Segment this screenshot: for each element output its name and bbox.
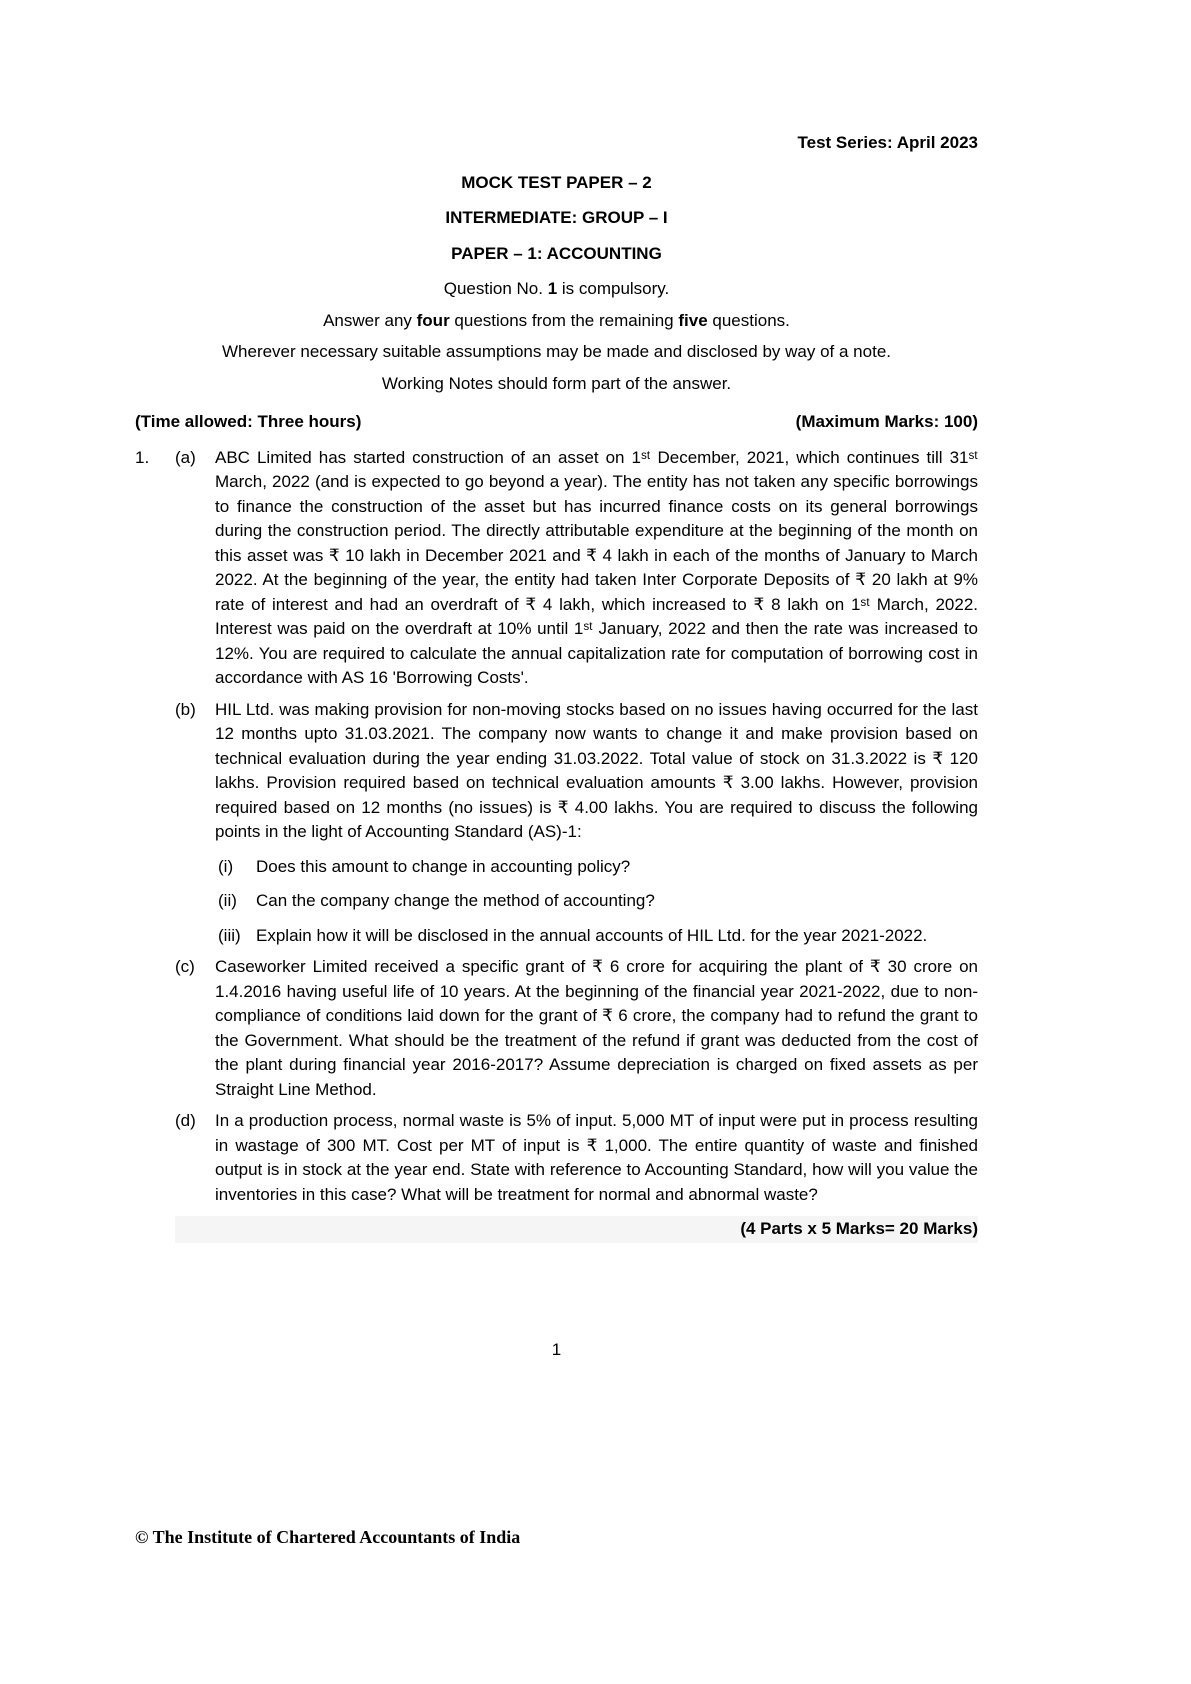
group-title: INTERMEDIATE: GROUP – I (445, 208, 668, 227)
question-number: 1. (135, 447, 150, 467)
text-segment: four (416, 310, 450, 330)
question-number-spacer (135, 1109, 175, 1207)
test-series-label: Test Series: April 2023 (797, 133, 978, 152)
text-segment: is compulsory. (557, 279, 670, 298)
part-a-label: (a) (175, 447, 196, 467)
subitem-i-text: Does this amount to change in accounting policy? (256, 856, 631, 876)
instruction-answer-any (135, 309, 978, 334)
subitem-ii-label: (ii) (218, 891, 237, 910)
part-b-subitem-ii (215, 889, 978, 914)
instruction-assumptions (135, 340, 978, 365)
subitem-iii-text: Explain how it will be disclosed in the annual accounts of HIL Ltd. for the year 2021-2022. (256, 925, 928, 945)
max-marks-label: (Maximum Marks: 100) (795, 412, 978, 431)
part-b-text: HIL Ltd. was making provision for non-moving stocks based on no issues having occurred for the last 12 months upto 31.03.2021. The company now wants to change it and make provision based on technical evaluation during the year ending 31.03.2022. Total value of stock on 31.3.2022 is ₹ 120 lakhs. Provision required based on technical evaluation amounts ₹ 3.00 lakhs. However, provision required based on 12 months (no issues) is ₹ 4.00 lakhs. You are required to discuss the following points in the light of Accounting Standard (AS)-1: (215, 699, 978, 841)
paper-title: MOCK TEST PAPER – 2 (461, 172, 652, 192)
part-b-subitem-iii (215, 924, 978, 949)
question-part-d (135, 1109, 978, 1207)
question-number-spacer (135, 955, 175, 1102)
part-b-body (215, 698, 978, 949)
text-segment: five (678, 310, 708, 330)
text-segment: questions from the remaining (449, 310, 679, 330)
part-c-text: Caseworker Limited received a specific grant of ₹ 6 crore for acquiring the plant of ₹ 30 crore on 1.4.2016 having useful life of 10 years. At the beginning of the financial year 2021-2022, due to non-compliance of conditions laid down for the grant of ₹ 6 crore, the company had to refund the grant to the Government. What should be the treatment of the refund if grant was deducted from the cost of the plant during financial year 2016-2017? Assume depreciation is charged on fixed assets as per Straight Line Method. (215, 957, 978, 1099)
question-part-b (135, 698, 978, 949)
part-c-label: (c) (175, 957, 195, 976)
text-segment: Question No. (443, 279, 548, 298)
copyright-footer: © The Institute of Chartered Accountants of India (135, 1527, 521, 1547)
part-b-label: (b) (175, 699, 196, 719)
page-number: 1 (551, 1339, 562, 1359)
question-part-a (135, 446, 978, 691)
subject-title: PAPER – 1: ACCOUNTING (451, 243, 662, 263)
time-allowed-label: (Time allowed: Three hours) (135, 412, 362, 431)
subitem-i-label: (i) (218, 856, 234, 876)
question-number-spacer (135, 698, 175, 949)
part-a-text: ABC Limited has started construction of an asset on 1ˢᵗ December, 2021, which continues till 31ˢᵗ March, 2022 (and is expected to go beyond a year). The entity has not taken any specific borrowings to finance the construction of the asset but has incurred finance costs on its general borrowings during the construction period. The directly attributable expenditure at the beginning of the month on this asset was ₹ 10 lakh in December 2021 and ₹ 4 lakh in each of the months of January to March 2022. At the beginning of the year, the entity had taken Inter Corporate Deposits of ₹ 20 lakh at 9% rate of interest and had an overdraft of ₹ 4 lakh, which increased to ₹ 8 lakh on 1ˢᵗ March, 2022. Interest was paid on the overdraft at 10% until 1ˢᵗ January, 2022 and then the rate was increased to 12%. You are required to calculate the annual capitalization rate for computation of borrowing cost in accordance with AS 16 'Borrowing Costs'. (215, 447, 978, 687)
subitem-ii-text: Can the company change the method of accounting? (256, 891, 655, 910)
part-b-subitem-i (215, 855, 978, 880)
text-segment: Answer any (323, 310, 417, 330)
question-part-c (135, 955, 978, 1102)
subitem-iii-label: (iii) (218, 925, 241, 945)
part-d-label: (d) (175, 1111, 196, 1130)
text-segment: 1 (547, 279, 558, 298)
text-segment: Working Notes should form part of the answer. (381, 373, 732, 393)
marks-note: (4 Parts x 5 Marks= 20 Marks) (175, 1216, 978, 1243)
instruction-compulsory (135, 277, 978, 302)
part-d-text: In a production process, normal waste is 5% of input. 5,000 MT of input were put in process resulting in wastage of 300 MT. Cost per MT of input is ₹ 1,000. The entire quantity of waste and finished output is in stock at the year end. State with reference to Accounting Standard, how will you value the inventories in this case? What will be treatment for normal and abnormal waste? (215, 1111, 978, 1204)
instruction-working-notes (135, 372, 978, 397)
meta-row (135, 410, 978, 435)
text-segment: Wherever necessary suitable assumptions may be made and disclosed by way of a note. (221, 342, 891, 361)
text-segment: questions. (707, 310, 790, 330)
